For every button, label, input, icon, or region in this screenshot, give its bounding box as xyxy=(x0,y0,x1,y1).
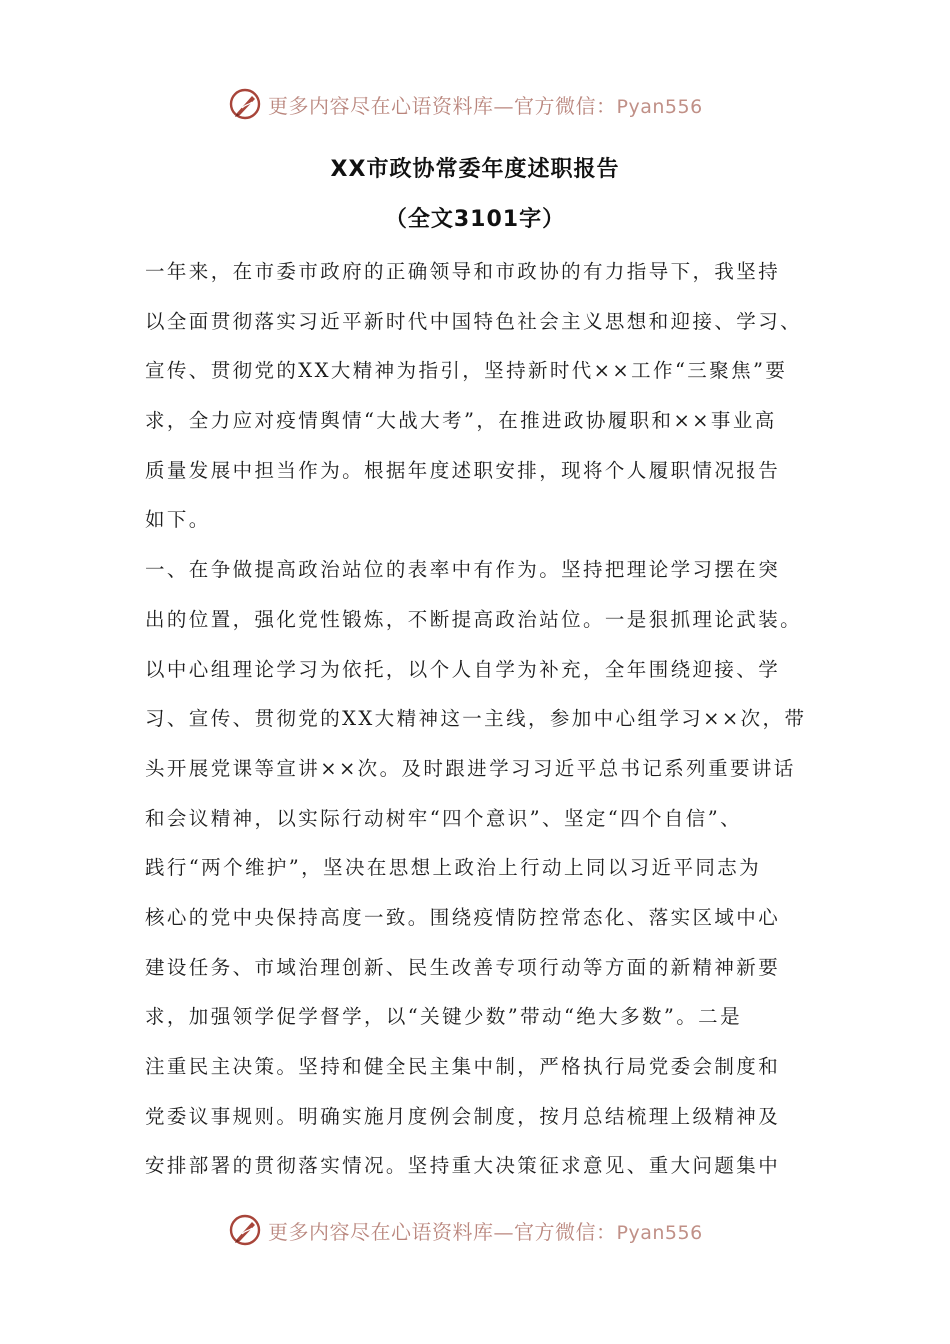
document-body xyxy=(145,247,817,1191)
body-line: 质量发展中担当作为。根据年度述职安排，现将个人履职情况报告 xyxy=(145,458,781,482)
body-line: 求，加强领学促学督学，以“关键少数”带动“绝大多数”。二是 xyxy=(145,1005,742,1029)
body-line: 以中心组理论学习为依托，以个人自学为补充，全年围绕迎接、学 xyxy=(145,657,781,681)
watermark-wechat-id: Pyan556 xyxy=(616,1221,703,1244)
body-line: 安排部署的贯彻落实情况。坚持重大决策征求意见、重大问题集中 xyxy=(145,1154,781,1178)
body-line: 和会议精神，以实际行动树牢“四个意识”、坚定“四个自信”、 xyxy=(145,806,742,830)
document-subtitle: （全文3101字） xyxy=(384,207,566,232)
body-line: 注重民主决策。坚持和健全民主集中制，严格执行局党委会制度和 xyxy=(145,1055,781,1078)
body-line: 出的位置，强化党性锻炼，不断提高政治站位。一是狠抓理论武装。 xyxy=(145,607,803,631)
watermark-wechat-id: Pyan556 xyxy=(616,95,703,118)
body-line: 以全面贯彻落实习近平新时代中国特色社会主义思想和迎接、学习、 xyxy=(145,309,803,333)
watermark-text: 更多内容尽在心语资料库—官方微信：Pyan556 xyxy=(268,1219,703,1244)
body-line: 建设任务、市域治理创新、民生改善专项行动等方面的新精神新要 xyxy=(145,955,781,979)
body-line: 核心的党中央保持高度一致。围绕疫情防控常态化、落实区域中心 xyxy=(145,905,781,929)
pen-logo-icon xyxy=(228,87,262,121)
body-line: 宣传、贯彻党的XX大精神为指引，坚持新时代××工作“三聚焦”要 xyxy=(145,359,788,383)
body-line: 求，全力应对疫情舆情“大战大考”，在推进政协履职和××事业高 xyxy=(145,409,777,433)
body-line: 头开展党课等宣讲××次。及时跟进学习习近平总书记系列重要讲话 xyxy=(145,756,796,780)
pen-logo-icon xyxy=(228,1213,262,1247)
watermark-text: 更多内容尽在心语资料库—官方微信：Pyan556 xyxy=(268,93,703,118)
body-line: 一、在争做提高政治站位的表率中有作为。坚持把理论学习摆在突 xyxy=(145,558,781,582)
body-line: 一年来，在市委市政府的正确领导和市政协的有力指导下，我坚持 xyxy=(145,260,781,283)
body-line: 践行“两个维护”，坚决在思想上政治上行动上同以习近平同志为 xyxy=(145,856,762,880)
watermark-header xyxy=(228,84,748,124)
body-line: 如下。 xyxy=(145,508,211,532)
body-line: 党委议事规则。明确实施月度例会制度，按月总结梳理上级精神及 xyxy=(145,1104,781,1128)
watermark-footer xyxy=(228,1210,748,1250)
body-line: 习、宣传、贯彻党的XX大精神这一主线，参加中心组学习××次，带 xyxy=(145,707,807,731)
document-title: XX市政协常委年度述职报告 xyxy=(330,157,620,182)
